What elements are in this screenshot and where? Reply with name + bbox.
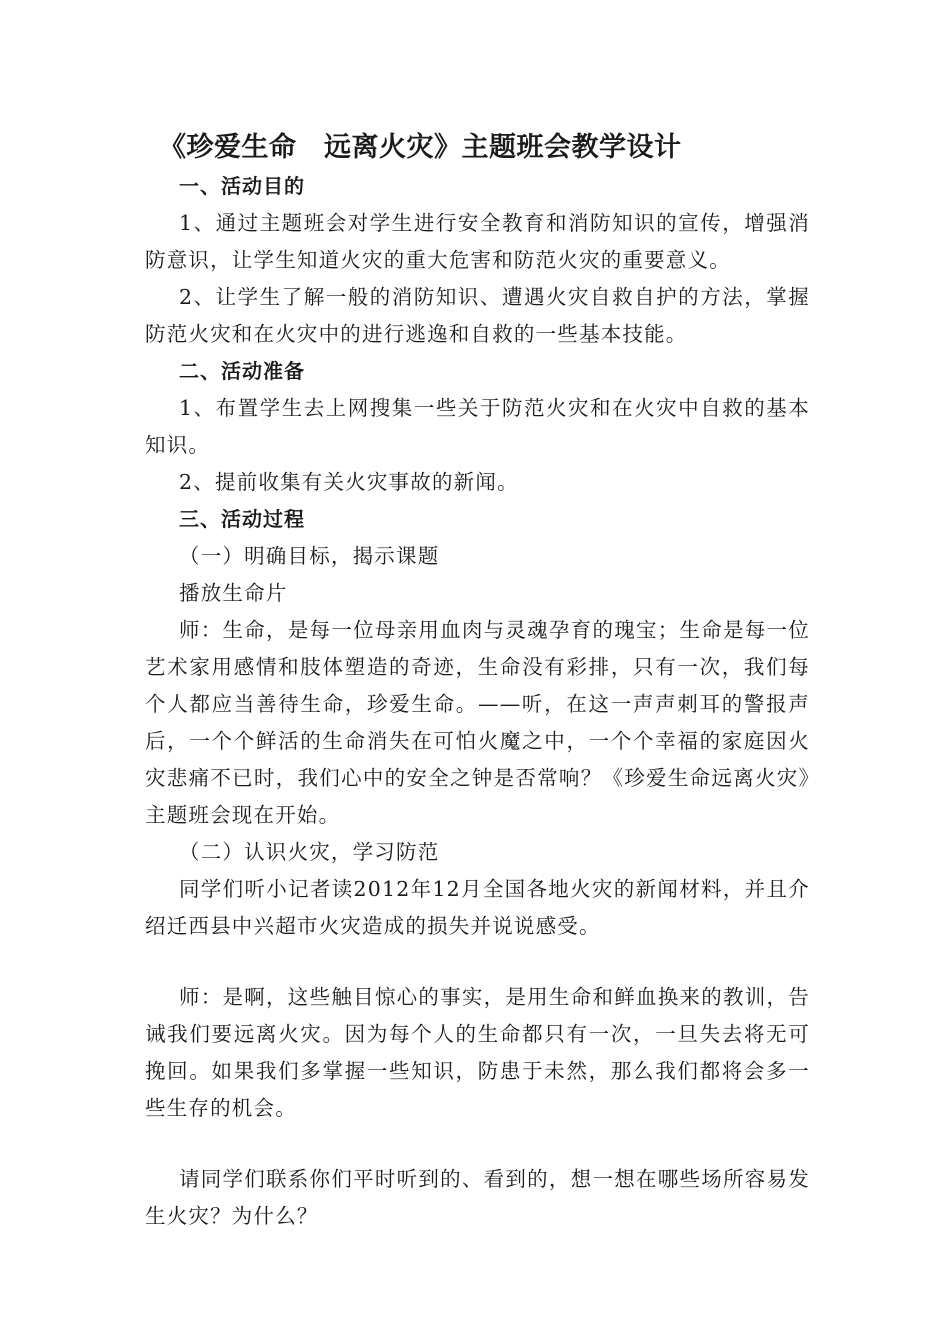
paragraph-preparation-2: 2、提前收集有关火灾事故的新闻。 <box>179 470 519 494</box>
paragraph-news-report: 同学们听小记者读2012年12月全国各地火灾的新闻材料，并且介绍迁西县中兴超市火灾造成的损失并说说感受。 <box>145 877 810 938</box>
document-page <box>145 128 810 1235</box>
paragraph-purpose-1: 1、通过主题班会对学生进行安全教育和消防知识的宣传，增强消防意识，让学生知道火灾的重大危害和防范火灾的重要意义。 <box>145 211 810 272</box>
paragraph-teacher-lesson: 师：是啊，这些触目惊心的事实，是用生命和鲜血换来的教训，告诫我们要远离火灾。因为每个人的生命都只有一次，一旦失去将无可挽回。如果我们多掌握一些知识，防患于未然，那么我们都将会多一些生存的机会。 <box>145 985 810 1120</box>
paragraph-spacer <box>145 1127 810 1161</box>
document-title: 《珍爱生命 远离火灾》主题班会教学设计 <box>159 132 682 163</box>
section-heading-process: 三、活动过程 <box>179 507 305 531</box>
section-heading-preparation: 二、活动准备 <box>179 359 305 383</box>
paragraph-spacer <box>145 945 810 979</box>
paragraph-preparation-1: 1、布置学生去上网搜集一些关于防范火灾和在火灾中自救的基本知识。 <box>145 396 810 457</box>
subheading-goals: （一）明确目标，揭示课题 <box>179 544 440 568</box>
paragraph-purpose-2: 2、让学生了解一般的消防知识、遭遇火灾自救自护的方法，掌握防范火灾和在火灾中的进行逃逸和自救的一些基本技能。 <box>145 285 810 346</box>
paragraph-teacher-intro: 师：生命，是每一位母亲用血肉与灵魂孕育的瑰宝；生命是每一位艺术家用感情和肢体塑造的奇迹，生命没有彩排，只有一次，我们每个人都应当善待生命，珍爱生命。——听，在这一声声刺耳的警报声后，一个个鲜活的生命消失在可怕火魔之中，一个个幸福的家庭因火灾悲痛不已时，我们心中的安全之钟是否常响？《珍爱生命远离火灾》主题班会现在开始。 <box>145 618 810 827</box>
paragraph-play-film: 播放生命片 <box>179 581 288 605</box>
paragraph-question: 请同学们联系你们平时听到的、看到的，想一想在哪些场所容易发生火灾？为什么？ <box>145 1167 810 1228</box>
subheading-learn-prevention: （二）认识火灾，学习防范 <box>179 840 440 864</box>
section-heading-purpose: 一、活动目的 <box>179 174 305 198</box>
